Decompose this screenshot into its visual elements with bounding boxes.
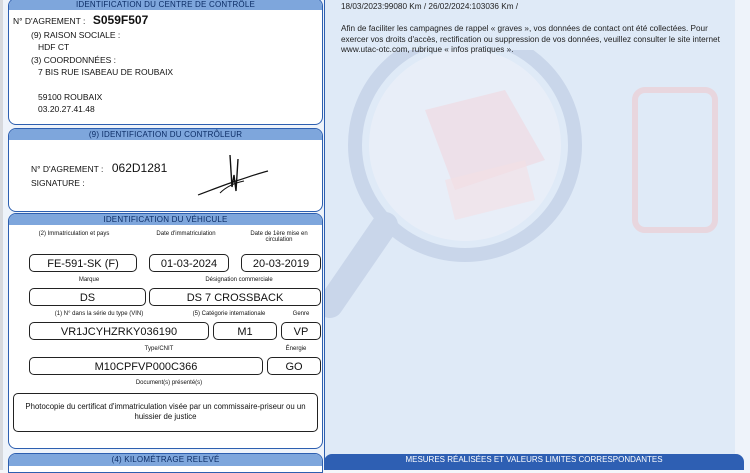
coord-label: (3) COORDONNÉES : [31, 55, 117, 65]
documents-field: Photocopie du certificat d'immatriculation visée par un commissaire-priseur ou un huissier de justice [13, 393, 318, 432]
privacy-notice: Afin de faciliter les campagnes de rappel « graves », vos données de contact ont été collectées. Pour exercer vos droits d'accès, rectification ou suppression de vos données, veuillez consulter le site internet www.utac-otc.com, rubrique « infos pratiques ». [341, 24, 720, 54]
date-immat-field: 01-03-2024 [149, 254, 229, 272]
signature-label: SIGNATURE : [31, 178, 85, 188]
right-panel [324, 0, 735, 470]
km-history: 18/03/2023:99080 Km / 26/02/2024:103036 Km / [341, 2, 519, 11]
designation-label: Désignation commerciale [205, 277, 273, 283]
first-date-field: 20-03-2019 [241, 254, 321, 272]
type-field: M10CPFVP000C366 [29, 357, 263, 375]
left-column [8, 0, 323, 470]
controller-agrement-value: 062D1281 [111, 161, 168, 175]
documents-label: Document(s) présenté(s) [135, 380, 203, 386]
phone: 03.20.27.41.48 [38, 104, 95, 114]
categorie-field: M1 [213, 322, 277, 340]
marque-field: DS [29, 288, 146, 306]
categorie-label: (5) Catégorie internationale [192, 311, 266, 317]
magnifier-watermark-icon [325, 50, 735, 350]
vin-label: (1) N° dans la série du type (VIN) [54, 311, 144, 317]
kilometrage-box [8, 453, 323, 473]
vehicle-box [8, 213, 323, 449]
controller-header: (9) IDENTIFICATION DU CONTRÔLEUR [9, 129, 322, 140]
genre-field: VP [281, 322, 321, 340]
measures-header: MESURES RÉALISÉES ET VALEURS LIMITES CORRESPONDANTES [324, 454, 744, 470]
kilometrage-header: (4) KILOMÉTRAGE RELEVÉ [9, 454, 322, 466]
genre-label: Genre [292, 311, 310, 317]
marque-label: Marque [78, 277, 100, 283]
date-immat-label: Date d'immatriculation [156, 231, 216, 237]
control-center-box [8, 0, 323, 125]
address-line1: 7 BIS RUE ISABEAU DE ROUBAIX [38, 67, 174, 77]
address-line2: 59100 ROUBAIX [38, 92, 103, 102]
scan-edge [0, 0, 3, 470]
immat-field: FE-591-SK (F) [29, 254, 137, 272]
type-label: Type/CNIT [144, 346, 174, 352]
agrement-row [13, 11, 148, 29]
immat-label: (2) Immatriculation et pays [38, 231, 110, 237]
energie-label: Énergie [285, 346, 307, 352]
energie-field: GO [267, 357, 321, 375]
agrement-label: N° D'AGREMENT : [13, 16, 86, 26]
agrement-value: S059F507 [92, 13, 149, 27]
controller-agrement-label: N° D'AGREMENT : [31, 164, 104, 174]
raison-value: HDF CT [38, 42, 70, 52]
vin-field: VR1JCYHZRKY036190 [29, 322, 209, 340]
controller-agrement-row [31, 159, 167, 177]
signature-image [194, 151, 274, 201]
controller-box [8, 128, 323, 212]
control-center-header: IDENTIFICATION DU CENTRE DE CONTRÔLE [9, 0, 322, 10]
first-date-label: Date de 1ère mise en circulation [250, 231, 308, 243]
raison-label: (9) RAISON SOCIALE : [31, 30, 121, 40]
vehicle-header: IDENTIFICATION DU VÉHICULE [9, 214, 322, 225]
designation-field: DS 7 CROSSBACK [149, 288, 321, 306]
